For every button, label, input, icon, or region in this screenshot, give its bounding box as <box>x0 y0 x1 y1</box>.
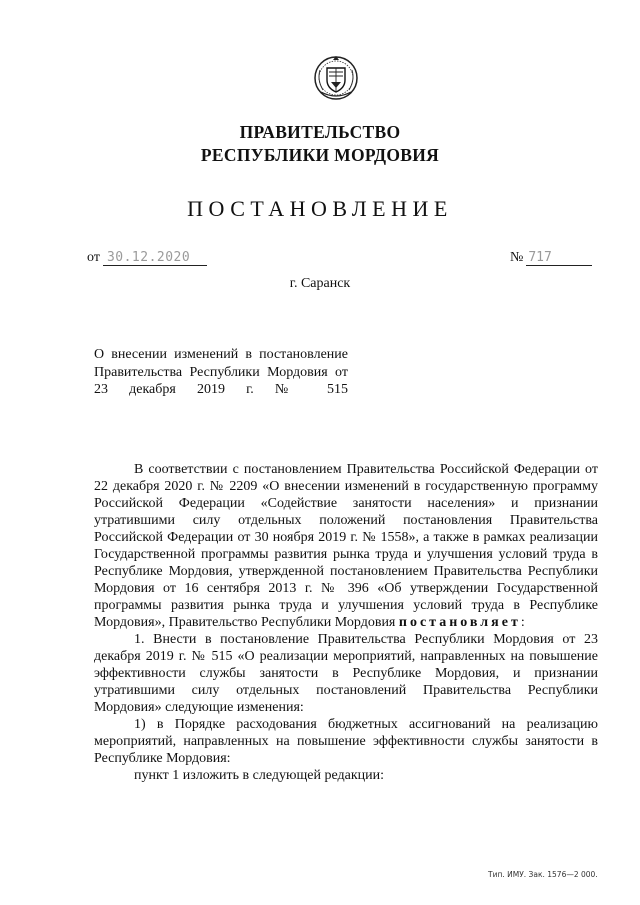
paragraph-point-1: пункт 1 изложить в следующей редакции: <box>134 768 384 783</box>
paragraph-item-1: 1. Внести в постановление Правительства Республики Мордовия от 23 декабря 2019 г. № 515 «О реализации мероприятий, направленных на повышение эффективности службы занятости в Республике Мордовия, и признании утратившими силу отдельных постановлений Правительства Республики Мордовия» следующие изменения: <box>94 632 598 715</box>
document-body <box>94 461 598 784</box>
preamble-text: В соответствии с постановлением Правительства Российской Федерации от 22 декабря 2020 г. № 2209 «О внесении изменений в государственную программу Российской Федерации «Содействие занятости населения» и признании утратившими силу отдельных положений постановления Правительства Российской Федерации от 30 ноября 2019 г. № 1558», а также в рамках реализации Государственной программы развития рынка труда и улучшения условий труда в Республике Мордовия, утвержденной постановлением Правительства Республики Мордовия от 16 сентября 2013 г. № 396 «Об утверждении Государственной программы развития рынка труда и улучшения условий труда в Республике Мордовия», Правительство Республики Мордовия <box>94 462 598 630</box>
paragraph-preamble <box>94 461 598 631</box>
paragraph-subitem-1: 1) в Порядке расходования бюджетных ассигнований на реализацию мероприятий, направленных на повышение эффективности службы занятости в Республике Мордовия: <box>94 717 598 766</box>
subject-text: О внесении изменений в постановление Правительства Республики Мордовия от 23 декабря 2019 г. № 515 <box>94 347 348 397</box>
city-line: г. Саранск <box>289 276 351 291</box>
date-field <box>87 250 207 266</box>
government-name-line2: РЕСПУБЛИКИ МОРДОВИЯ <box>200 145 440 165</box>
date-value: 30.12.2020 <box>103 250 207 266</box>
document-type-title: ПОСТАНОВЛЕНИЕ <box>187 196 453 221</box>
document-subject <box>94 346 348 399</box>
number-value: 717 <box>526 250 592 266</box>
preamble-colon: : <box>520 615 525 630</box>
coat-of-arms-emblem <box>312 52 360 104</box>
date-label: от <box>87 250 100 265</box>
number-field <box>510 250 592 266</box>
print-footnote: Тип. ИМУ. Зак. 1576—2 000. <box>488 870 598 879</box>
number-label: № <box>510 250 524 265</box>
government-name-line1: ПРАВИТЕЛЬСТВО <box>239 122 401 142</box>
resolves-word: постановляет <box>398 615 521 630</box>
